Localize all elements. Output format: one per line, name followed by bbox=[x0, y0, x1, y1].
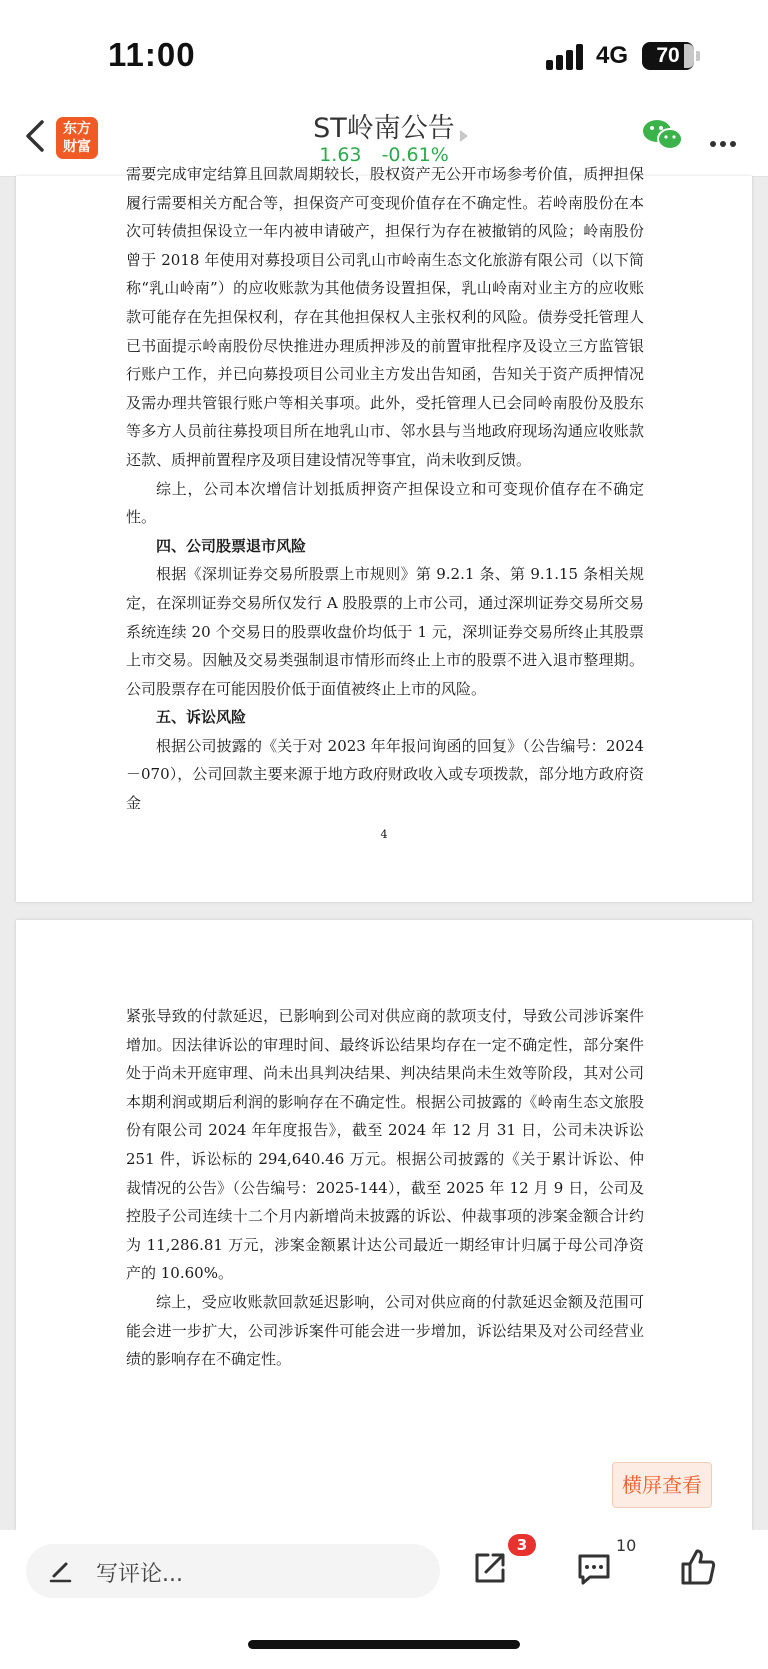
page1-content bbox=[126, 160, 644, 818]
comment-count: 10 bbox=[616, 1536, 637, 1555]
logo-line2: 财富 bbox=[63, 139, 91, 155]
battery-remaining bbox=[684, 44, 694, 68]
dot-icon bbox=[720, 141, 726, 147]
logo-line1: 东方 bbox=[63, 121, 91, 137]
dot-icon bbox=[730, 141, 736, 147]
paragraph: 紧张导致的付款延迟，已影响到公司对供应商的款项支付，导致公司涉诉案件增加。因法律诉讼的审理时间、最终诉讼结果均存在一定不确定性，部分案件处于尚未开庭审理、尚未出具判决结果、判决结果尚未生效等阶段，其对公司本期利润或期后利润的影响存在不确定性。根据公司披露的《岭南生态文旅股份有限公司 2024 年年度报告》，截至 2024 年 12 月 31 日，公司未决诉讼 251 件，诉讼标的 294,640.46 万元。根据公司披露的《关于累计诉讼、仲裁情况的公告》（公告编号：2025-144），截至 2025 年 12 月 9 日，公司及控股子公司连续十二个月内新增尚未披露的诉讼、仲裁事项的涉案金额合计约为 11,286.81 万元，涉案金额累计达公司最近一期经审计归属于母公司净资产的 10.60%。 bbox=[126, 1007, 644, 1283]
wechat-icon bbox=[642, 118, 684, 152]
battery-tip bbox=[696, 51, 700, 61]
network-type: 4G bbox=[596, 42, 629, 69]
document-page bbox=[16, 165, 752, 902]
landscape-view-button[interactable]: 横屏查看 bbox=[612, 1462, 712, 1508]
paragraph: 综上，公司本次增信计划抵质押资产担保设立和可变现价值存在不确定性。 bbox=[126, 479, 644, 527]
dot-icon bbox=[710, 141, 716, 147]
page-title: ST岭南公告 bbox=[313, 113, 455, 144]
paragraph: 根据《深圳证券交易所股票上市规则》第 9.2.1 条、第 9.1.15 条相关规定，在深圳证券交易所仅发行 A 股股票的上市公司，通过深圳证券交易所交易系统连续 20 个交易日的股票收盘价均低于 1 元，深圳证券交易所终止其股票上市交易。因触及交易类强制退市情形而终止上市的股票不进入退市整理期。公司股票存在可能因股价低于面值被终止上市的风险。 bbox=[126, 565, 644, 698]
share-icon bbox=[472, 1550, 508, 1586]
home-indicator bbox=[248, 1640, 520, 1649]
caret-right-icon bbox=[460, 130, 468, 142]
like-button[interactable] bbox=[680, 1548, 716, 1586]
stock-change: -0.61% bbox=[381, 144, 449, 166]
page2-content bbox=[126, 1002, 644, 1374]
paragraph: 综上，受应收账款回款延迟影响，公司对供应商的付款延迟金额及范围可能会进一步扩大，公司涉诉案件可能会进一步增加，诉讼结果及对公司经营业绩的影响存在不确定性。 bbox=[126, 1292, 644, 1369]
comment-placeholder: 写评论... bbox=[96, 1562, 183, 1587]
status-bar bbox=[0, 0, 768, 100]
page-number: 4 bbox=[380, 828, 388, 841]
status-time: 11:00 bbox=[108, 36, 196, 73]
document-page bbox=[16, 920, 752, 1530]
bottom-bar bbox=[0, 1530, 768, 1669]
pencil-icon bbox=[48, 1558, 74, 1584]
stock-price: 1.63 bbox=[319, 144, 362, 166]
comment-bubble-icon bbox=[576, 1552, 612, 1586]
more-menu-button[interactable] bbox=[710, 132, 740, 151]
paragraph: 根据公司披露的《关于对 2023 年年报问询函的回复》（公告编号：2024－070），公司回款主要来源于地方政府财政收入或专项拨款，部分地方政府资金 bbox=[126, 736, 644, 813]
share-badge: 3 bbox=[508, 1534, 536, 1556]
comments-button[interactable] bbox=[576, 1552, 612, 1586]
comment-input[interactable] bbox=[26, 1544, 440, 1598]
section-heading: 五、诉讼风险 bbox=[156, 708, 247, 727]
share-button[interactable] bbox=[472, 1550, 508, 1586]
wechat-share-button[interactable] bbox=[642, 118, 684, 152]
paragraph: 需要完成审定结算且回款周期较长，股权资产无公开市场参考价值，质押担保履行需要相关方配合等，担保资产可变现价值存在不确定性。若岭南股份在本次可转债担保设立一年内被申请破产，担保行为存在被撤销的风险；岭南股份曾于 2018 年使用对募投项目公司乳山市岭南生态文化旅游有限公司（以下简称“乳山岭南”）的应收账款为其他债务设置担保，乳山岭南对业主方的应收账款可能存在先担保权利，存在其他担保权人主张权利的风险。债券受托管理人已书面提示岭南股份尽快推进办理质押涉及的前置审批程序及设立三方监管银行账户工作，并已向募投项目公司业主方发出告知函，告知关于资产质押情况及需办理共管银行账户等相关事项。此外，受托管理人已会同岭南股份及股东等多方人员前往募投项目所在地乳山市、邻水县与当地政府现场沟通应收账款还款、质押前置程序及项目建设情况等事宜，尚未收到反馈。 bbox=[126, 165, 644, 469]
battery-icon: 70 bbox=[642, 42, 694, 70]
section-heading: 四、公司股票退市风险 bbox=[156, 536, 307, 555]
signal-icon bbox=[546, 44, 588, 70]
thumbs-up-icon bbox=[680, 1548, 716, 1586]
